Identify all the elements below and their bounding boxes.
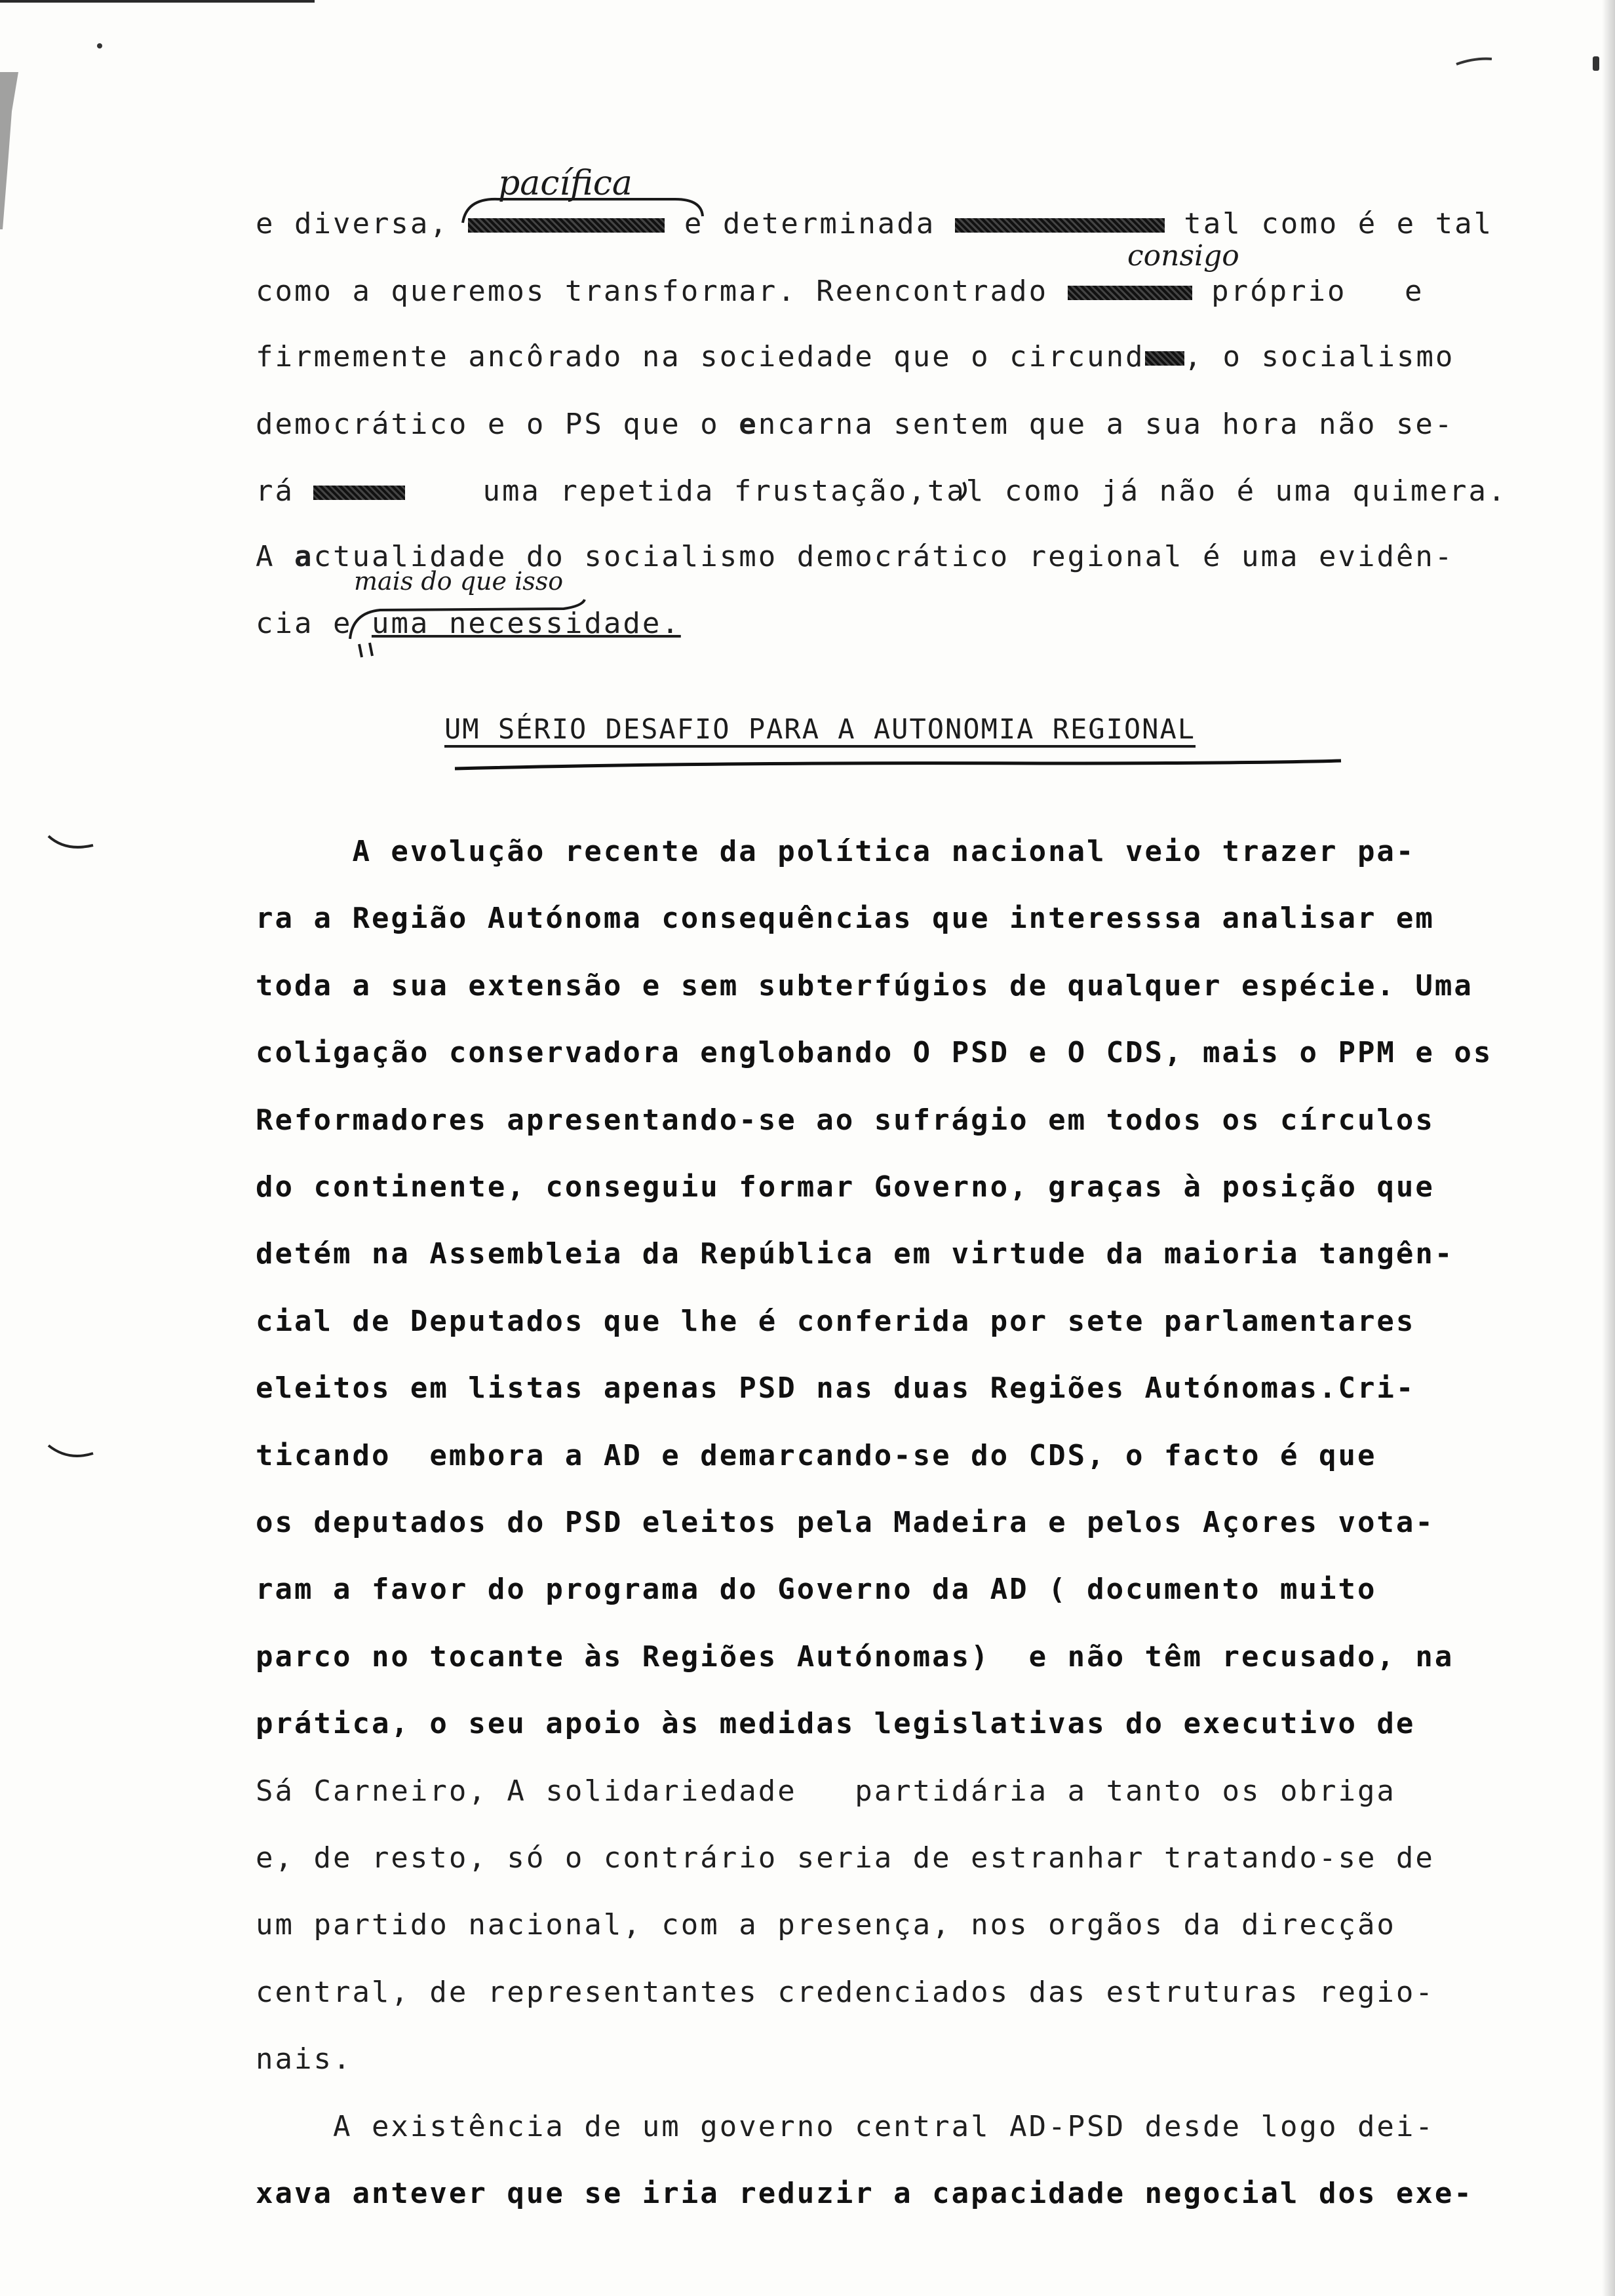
pen-mark: [1455, 55, 1494, 68]
body-line-13: parco no tocante às Regiões Autónomas) e não têm recusado, na: [256, 1640, 1454, 1674]
body-line-1: A evolução recente da política nacional veio trazer pa-: [256, 835, 1416, 868]
intro-line-3: firmemente ancôrado na sociedade que o circund , o socialismo: [256, 340, 1455, 373]
body-line-14: prática, o seu apoio às medidas legislativas do executivo de: [256, 1707, 1416, 1740]
body-line-16: e, de resto, só o contrário seria de estranhar tratando-se de: [256, 1841, 1435, 1875]
body-line-5: Reformadores apresentando-se ao sufrágio em todos os círculos: [256, 1103, 1435, 1137]
body-line-17: um partido nacional, com a presença, nos orgãos da direcção: [256, 1908, 1396, 1942]
body-line-12: ram a favor do programa do Governo da AD ( documento muito: [256, 1573, 1377, 1606]
body-line-20: A existência de um governo central AD-PSD desde logo dei-: [256, 2110, 1435, 2143]
struck-word: [955, 218, 1165, 233]
body-line-15: Sá Carneiro, A solidariedade partidária a tanto os obriga: [256, 1774, 1396, 1808]
body-line-18: central, de representantes credenciados das estruturas regio-: [256, 1976, 1435, 2009]
body-line-7: detém na Assembleia da República em virtude da maioria tangên-: [256, 1237, 1454, 1271]
body-line-6: do continente, conseguiu formar Governo, graças à posição que: [256, 1170, 1435, 1204]
intro-line-7: cia e uma necessidade.: [256, 607, 681, 640]
intro-line-1: e diversa, e determinada tal como é e tal: [256, 207, 1494, 240]
margin-arc-mark: [46, 1442, 98, 1468]
intro-line-2: como a queremos transformar. Reencontrado próprio e: [256, 275, 1424, 308]
body-line-3: toda a sua extensão e sem subterfúgios de qualquer espécie. Uma: [256, 969, 1473, 1003]
scan-top-rule: [0, 0, 315, 3]
body-line-21: xava antever que se iria reduzir a capacidade negocial dos exe-: [256, 2177, 1473, 2210]
body-line-8: cial de Deputados que lhe é conferida por sete parlamentares: [256, 1305, 1416, 1338]
section-heading: UM SÉRIO DESAFIO PARA A AUTONOMIA REGIONAL: [444, 713, 1196, 745]
intro-line-6: A actualidade do socialismo democrático regional é uma evidên-: [256, 540, 1454, 573]
body-line-10: ticando embora a AD e demarcando-se do CDS, o facto é que: [256, 1439, 1377, 1472]
handwritten-mais-do-que-isso: mais do que isso: [354, 567, 564, 596]
insertion-bracket: [459, 190, 708, 229]
intro-line-5: rá uma repetida frustação,tal como já não é uma quimera.: [256, 474, 1508, 508]
heading-underline-stroke: [452, 757, 1344, 776]
body-line-11: os deputados do PSD eleitos pela Madeira e pelos Açores vota-: [256, 1506, 1435, 1539]
struck-word: [1068, 286, 1192, 300]
comma-mark: [956, 477, 975, 503]
insertion-caret: [341, 593, 590, 659]
body-line-4: coligação conservadora englobando O PSD e O CDS, mais o PPM e os: [256, 1036, 1493, 1069]
margin-arc-mark: [46, 832, 98, 858]
body-line-2: ra a Região Autónoma consequências que interesssa analisar em: [256, 902, 1435, 935]
speck: [1593, 56, 1599, 71]
body-line-19: nais.: [256, 2042, 353, 2076]
speck: [97, 43, 102, 48]
handwritten-pacifica: pacífica: [498, 164, 632, 203]
struck-letters: [1145, 351, 1184, 366]
intro-line-4: democrático e o PS que o encarna sentem que a sua hora não se-: [256, 408, 1454, 441]
struck-word: [313, 486, 405, 500]
handwritten-consigo: consigo: [1127, 239, 1239, 273]
page-edge-shadow: [1602, 0, 1615, 2296]
binding-shadow: [0, 72, 26, 229]
body-line-9: eleitos em listas apenas PSD nas duas Regiões Autónomas.Cri-: [256, 1371, 1416, 1405]
